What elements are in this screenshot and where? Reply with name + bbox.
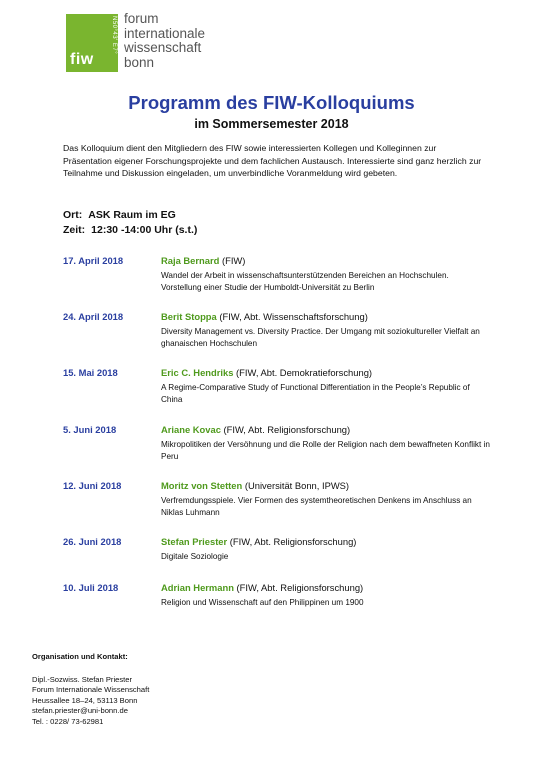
logo-line: internationale — [124, 25, 206, 41]
contact-email[interactable]: stefan.priester@uni-bonn.de — [32, 706, 128, 715]
event-talk-title: Diversity Management vs. Diversity Practice. Der Umgang mit soziokultureller Vielfalt an ghanaischen Hochschulen — [161, 327, 480, 349]
speaker-affiliation: (Universität Bonn, IPWS) — [242, 480, 350, 491]
contact-line: Heussallee 18–24, 53113 Bonn — [32, 695, 138, 705]
speaker-name: Raja Bernard — [161, 255, 220, 266]
location-label: Ort: — [63, 209, 83, 221]
logo-mark-text: fiw — [70, 51, 94, 68]
event-date: 26. Juni 2018 — [63, 536, 122, 547]
intro-paragraph: Das Kolloquium dient den Mitgliedern des FIW sowie interessierten Kollegen und Kolleginnen zur Präsentation eigener Forschungsprojekte und dem fachlichen Austausch. Interessierte sind ganz herzlich zur Teilnahme und Diskussion eingeladen, um unverbindliche Voranmeldung wird gebeten. — [63, 143, 482, 179]
event-date: 12. Juni 2018 — [63, 480, 122, 491]
contact-heading: Organisation und Kontakt: — [32, 652, 128, 661]
event-date: 10. Juli 2018 — [63, 582, 119, 593]
contact-phone: Tel. : 0228/ 73-62981 — [32, 716, 104, 726]
location-line — [63, 209, 182, 221]
event-talk-title: Digitale Soziologie — [161, 552, 229, 561]
event-speaker — [161, 367, 372, 378]
fiw-logo — [66, 11, 286, 74]
location-value: ASK Raum im EG — [88, 209, 176, 221]
speaker-affiliation: (FIW, Abt. Wissenschaftsforschung) — [216, 311, 368, 322]
logo-coordinates: N50°43' E7° — [111, 16, 117, 55]
event-date: 15. Mai 2018 — [63, 367, 118, 378]
speaker-affiliation: (FIW, Abt. Religionsforschung) — [233, 582, 364, 593]
speaker-name: Moritz von Stetten — [161, 480, 243, 491]
speaker-affiliation: (FIW, Abt. Religionsforschung) — [220, 424, 351, 435]
time-value: 12:30 -14:00 Uhr (s.t.) — [91, 224, 198, 236]
event-talk-title: Wandel der Arbeit in wissenschaftsunterstützenden Bereichen an Hochschulen. Vorstellung einer Studie der Humboldt-Universität zu Berlin — [161, 271, 449, 293]
logo-line: forum — [124, 11, 159, 26]
event-date: 5. Juni 2018 — [63, 424, 117, 435]
event-speaker — [161, 480, 349, 491]
speaker-name: Berit Stoppa — [161, 311, 217, 322]
speaker-name: Adrian Hermann — [161, 582, 234, 593]
event-speaker — [161, 311, 368, 322]
logo-line: bonn — [124, 54, 155, 70]
event-talk-title: Verfremdungsspiele. Vier Formen des systemtheoretischen Denkens im Anschluss an Niklas Luhmann — [161, 496, 472, 518]
logo-mark — [66, 14, 118, 72]
event-talk-title: Religion und Wissenschaft auf den Philippinen um 1900 — [161, 598, 364, 607]
event-speaker — [161, 536, 356, 547]
speaker-name: Ariane Kovac — [161, 424, 221, 435]
contact-line: Dipl.-Sozwiss. Stefan Priester — [32, 674, 133, 684]
event-talk-title: Mikropolitiken der Versöhnung und die Rolle der Religion nach dem bewaffneten Konflikt in Peru — [161, 440, 490, 462]
speaker-affiliation: (FIW, Abt. Demokratieforschung) — [233, 367, 373, 378]
event-speaker — [161, 582, 363, 593]
logo-line: wissenschaft — [124, 40, 202, 55]
event-date: 24. April 2018 — [63, 311, 124, 322]
page-subtitle: im Sommersemester 2018 — [194, 117, 349, 131]
logo-wordmark — [124, 12, 205, 70]
contact-block — [32, 652, 149, 727]
event-speaker — [161, 255, 245, 266]
page-title: Programm des FIW-Kolloquiums — [128, 92, 415, 113]
event-speaker — [161, 424, 350, 435]
time-label: Zeit: — [63, 224, 86, 236]
speaker-name: Eric C. Hendriks — [161, 367, 234, 378]
time-line — [63, 224, 203, 236]
contact-line: Forum Internationale Wissenschaft — [32, 685, 150, 694]
speaker-affiliation: (FIW, Abt. Religionsforschung) — [227, 536, 357, 547]
speaker-name: Stefan Priester — [161, 536, 228, 547]
speaker-affiliation: (FIW) — [219, 255, 246, 266]
event-date: 17. April 2018 — [63, 255, 124, 266]
event-talk-title: A Regime-Comparative Study of Functional Differentiation in the People’s Republic of China — [161, 383, 470, 405]
